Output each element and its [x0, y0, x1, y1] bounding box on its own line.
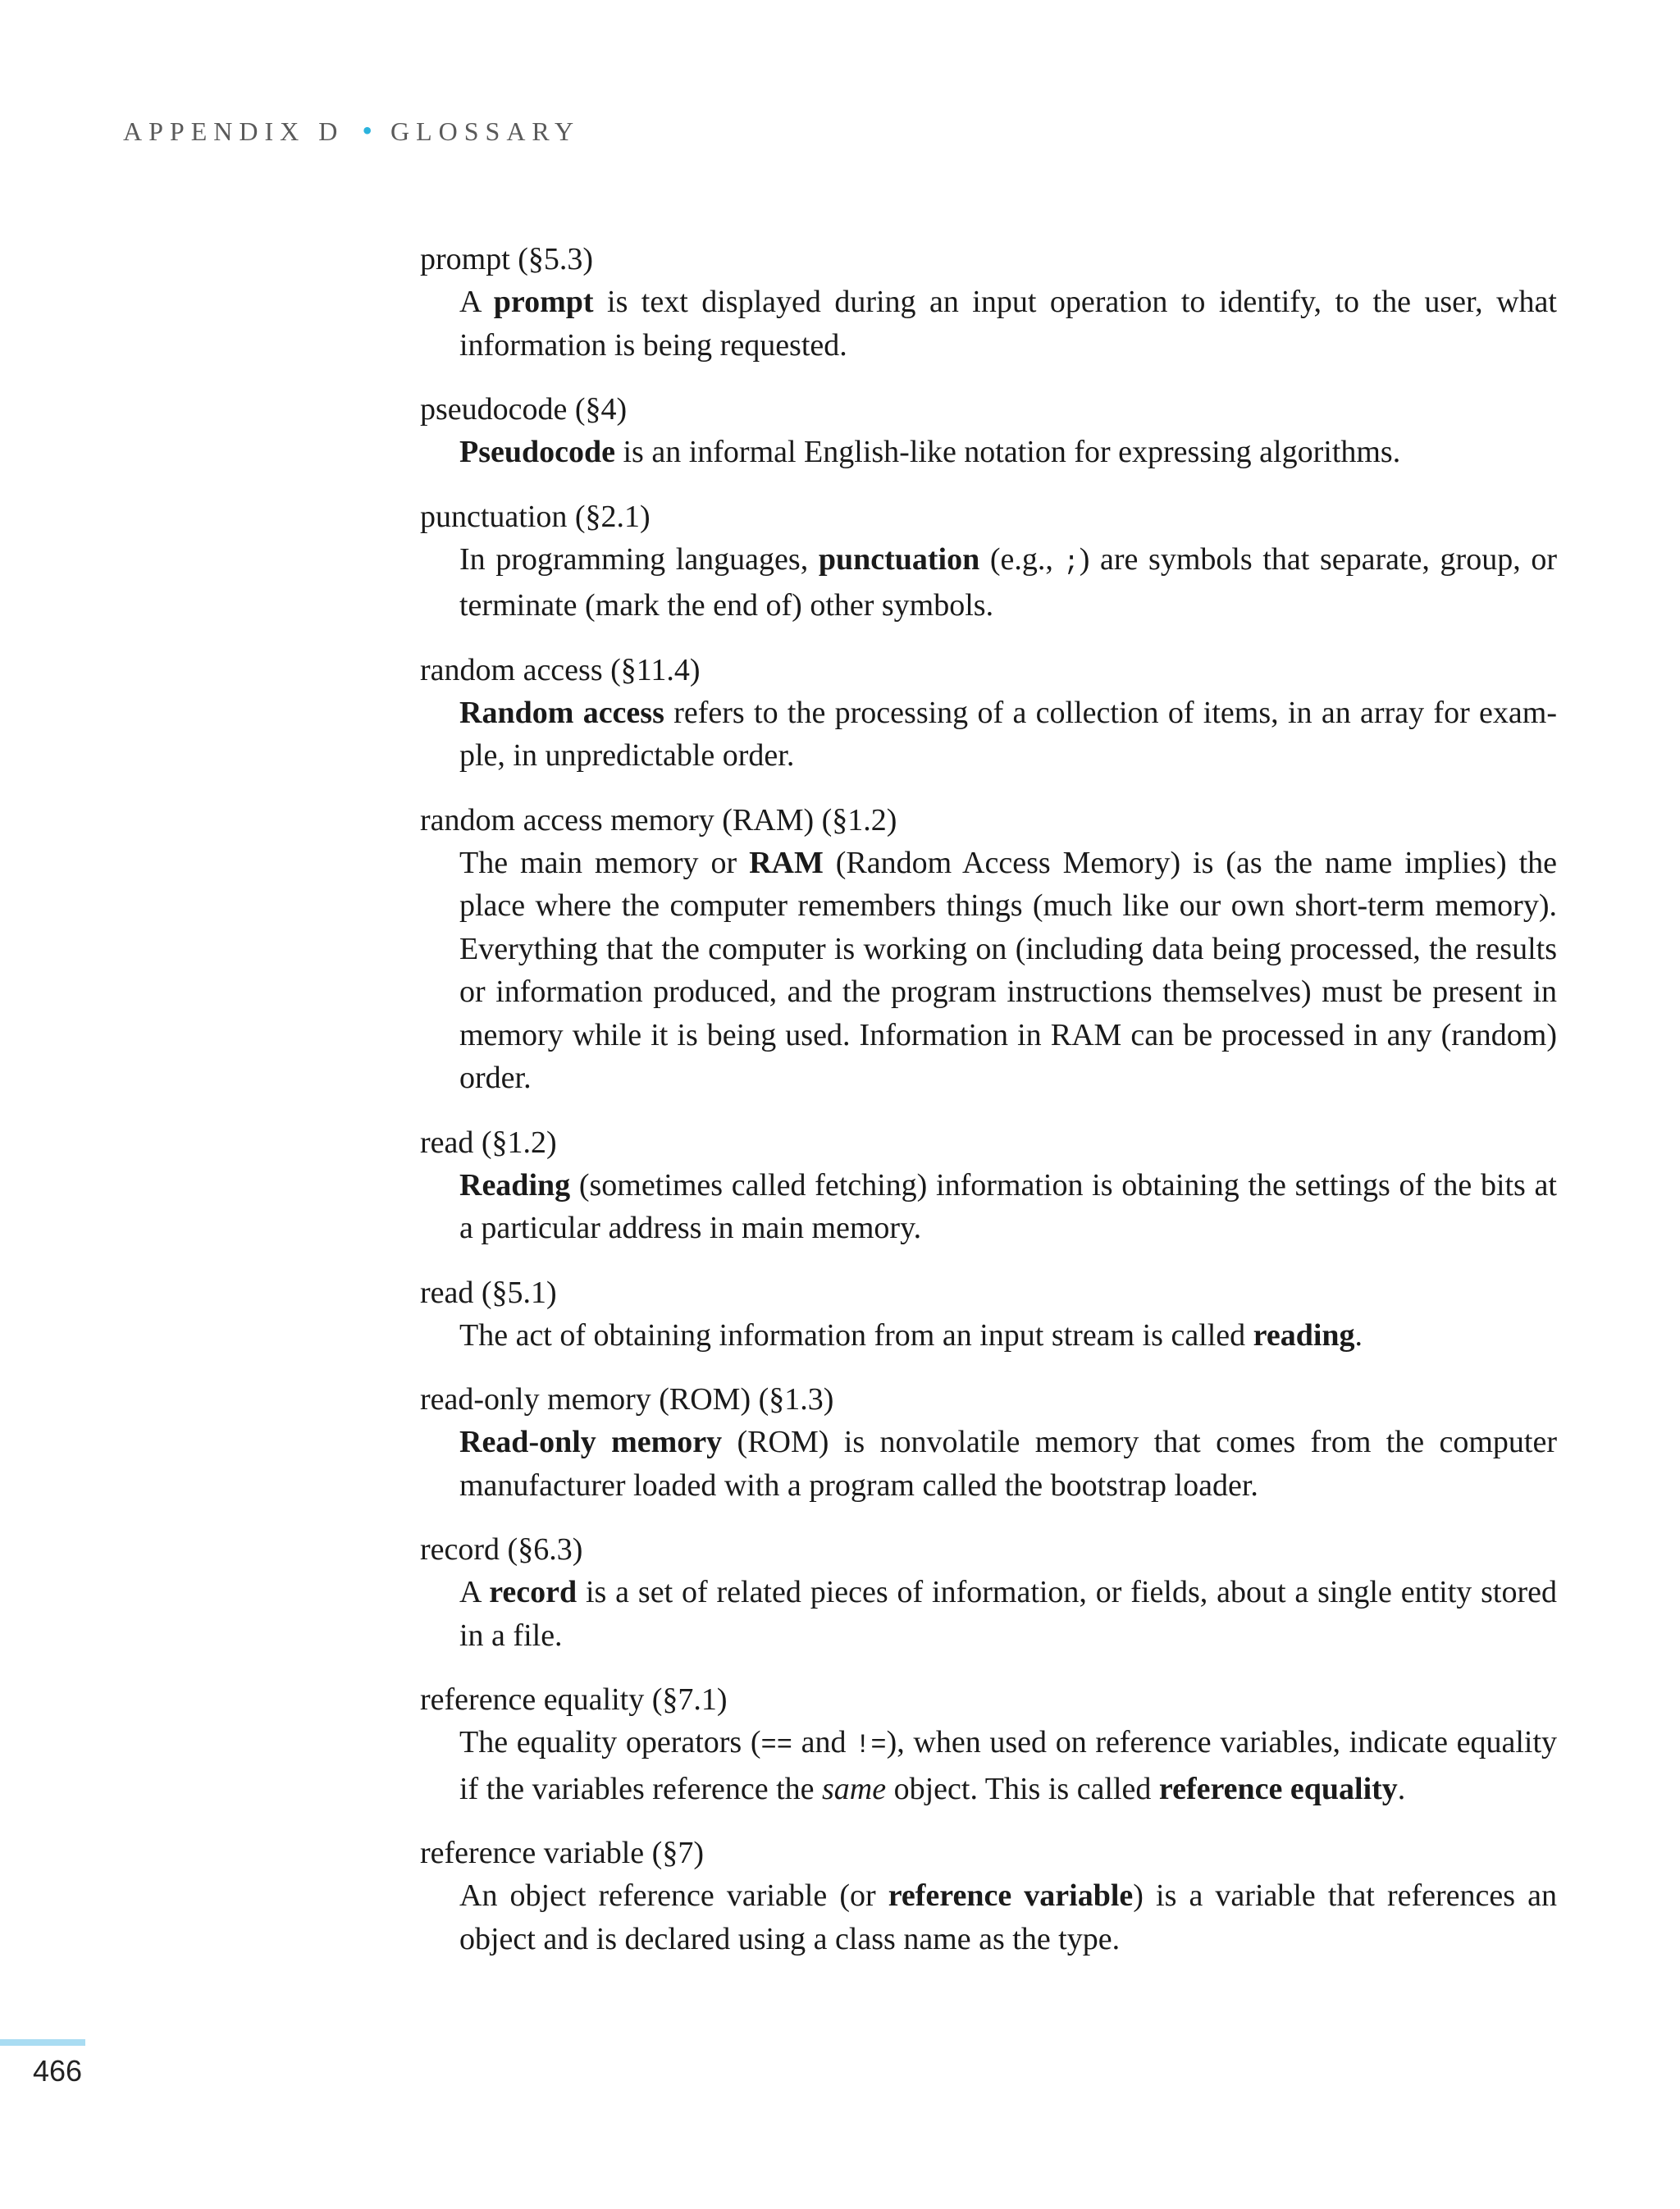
- definition-text: is a set of related pieces of information, or fields, about a single entity stored in a file.: [459, 1575, 1557, 1653]
- definition-text: ), when used on reference variables, indicate equality if the variables reference the: [459, 1725, 1558, 1806]
- defined-term: record: [489, 1575, 578, 1609]
- definition-text: is text displayed during an input operation to identify, to the user, what information is being requested.: [459, 285, 1557, 363]
- glossary-definition: [420, 1421, 1557, 1507]
- defined-term: Read-only memory: [459, 1425, 723, 1459]
- glossary-entry: [420, 1832, 1557, 1960]
- glossary-list: [420, 238, 1557, 1982]
- defined-term: Reading: [459, 1167, 571, 1203]
- definition-text: (sometimes called fetching) information is obtaining the settings of the bits at a particular address in main memory.: [459, 1167, 1557, 1245]
- definition-text: In programming languages,: [459, 541, 819, 577]
- definition-text: ) are symbols that separate, group, or terminate (mark the end of) other symbols.: [459, 541, 1557, 623]
- page-number-bar: [0, 2039, 85, 2046]
- glossary-definition: [420, 1721, 1557, 1810]
- header-title: GLOSSARY: [390, 116, 581, 146]
- glossary-entry: [420, 1378, 1557, 1507]
- glossary-term: reference equality (§7.1): [420, 1682, 728, 1717]
- code-text: !=: [855, 1730, 887, 1760]
- glossary-definition: [420, 1314, 1557, 1358]
- definition-text: and: [792, 1725, 856, 1759]
- glossary-definition: [420, 842, 1557, 1100]
- glossary-entry: [420, 495, 1557, 628]
- glossary-entry: [420, 1528, 1557, 1657]
- definition-text: object. This is called: [886, 1771, 1159, 1806]
- glossary-term: read (§1.2): [420, 1125, 557, 1160]
- glossary-term: read (§5.1): [420, 1275, 557, 1310]
- code-text: ;: [1063, 546, 1080, 577]
- glossary-definition: [420, 281, 1557, 367]
- glossary-definition: [420, 1571, 1557, 1657]
- glossary-term: read-only memory (ROM) (§1.3): [420, 1382, 834, 1417]
- definition-text: ) is a variable that references an object and is declared using a class name as the type.: [459, 1878, 1557, 1956]
- glossary-entry: [420, 1678, 1557, 1810]
- definition-text: (Random Access Memory) is (as the name implies) the place where the computer remembers things (much like our own short-term memory). Everything that the computer is working on (including data being processed, the results or information produced, and the program instructions themselves) must be present in memory while it is being used. Information in RAM can be processed in any (random) order.: [459, 845, 1558, 1095]
- glossary-entry: [420, 1121, 1557, 1250]
- defined-term: Pseudocode: [459, 435, 615, 469]
- glossary-term: reference variable (§7): [420, 1836, 704, 1870]
- definition-text: refers to the processing of a collection of items, in an array for example, in unpredictable order.: [459, 695, 1557, 773]
- defined-term: reading: [1253, 1317, 1355, 1353]
- definition-text: The equality operators (: [459, 1725, 761, 1759]
- definition-text: (e.g.,: [979, 541, 1064, 577]
- emphasis-text: same: [822, 1771, 887, 1806]
- code-text: ==: [760, 1730, 792, 1760]
- glossary-term: pseudocode (§4): [420, 392, 628, 427]
- glossary-entry: [420, 799, 1557, 1100]
- definition-text: .: [1354, 1317, 1363, 1353]
- defined-term: Random access: [459, 695, 664, 730]
- page-number: 466: [33, 2054, 83, 2088]
- glossary-term: record (§6.3): [420, 1532, 583, 1567]
- glossary-term: punctuation (§2.1): [420, 499, 651, 534]
- glossary-definition: [420, 431, 1557, 474]
- definition-text: An object reference variable (or: [459, 1878, 888, 1913]
- glossary-definition: [420, 691, 1557, 778]
- definition-text: The act of obtaining information from an input stream is called: [459, 1317, 1253, 1353]
- running-header: [123, 113, 580, 148]
- glossary-definition: [420, 538, 1557, 628]
- definition-text: (ROM) is nonvolatile memory that comes from the computer manufacturer loaded with a program called the bootstrap loader.: [459, 1425, 1557, 1503]
- glossary-entry: [420, 238, 1557, 367]
- glossary-term: prompt (§5.3): [420, 242, 594, 276]
- definition-text: .: [1397, 1771, 1406, 1806]
- defined-term: prompt: [493, 285, 594, 319]
- definition-text: A: [459, 285, 494, 319]
- glossary-term: random access memory (RAM) (§1.2): [420, 802, 897, 838]
- glossary-entry: [420, 649, 1557, 778]
- glossary-definition: [420, 1874, 1557, 1960]
- defined-term: RAM: [749, 845, 824, 880]
- glossary-entry: [420, 388, 1557, 474]
- glossary-entry: [420, 1271, 1557, 1358]
- header-section: APPENDIX D: [123, 116, 345, 146]
- glossary-definition: [420, 1164, 1557, 1250]
- defined-term: reference equality: [1158, 1771, 1398, 1806]
- definition-text: The main memory or: [459, 845, 750, 880]
- definition-text: is an informal English-like notation for expressing algorithms.: [615, 435, 1401, 469]
- defined-term: punctuation: [818, 541, 980, 577]
- definition-text: A: [459, 1575, 490, 1609]
- defined-term: reference variable: [888, 1878, 1134, 1913]
- glossary-term: random access (§11.4): [420, 652, 701, 687]
- header-bullet: •: [362, 114, 372, 147]
